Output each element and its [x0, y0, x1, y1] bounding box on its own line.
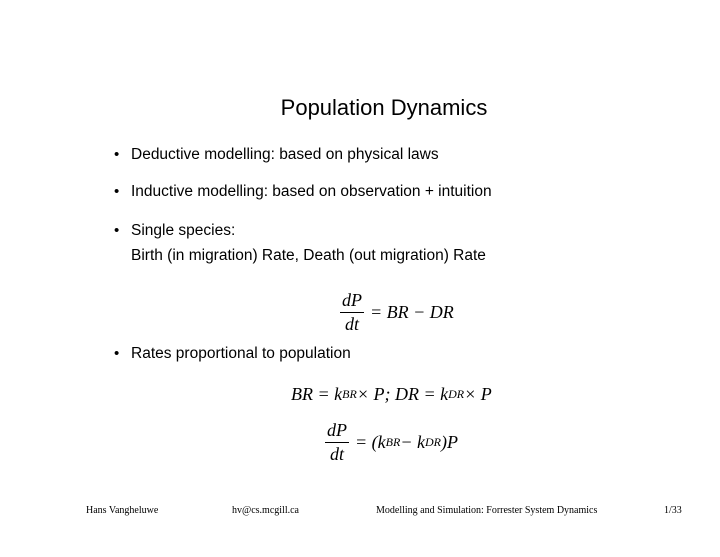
footer-page-number: 1/33 [664, 505, 682, 516]
bullet-text: Deductive modelling: based on physical laws [131, 146, 439, 163]
fraction-denominator: dt [329, 444, 344, 464]
eq-part: × P [464, 384, 492, 404]
bullet-item-inductive [114, 183, 492, 201]
footer-course: Modelling and Simulation: Forrester System Dynamics [376, 505, 598, 516]
footer-email: hv@cs.mcgill.ca [232, 505, 299, 516]
subscript: BR [342, 387, 357, 401]
bullet-text: Rates proportional to population [131, 345, 351, 362]
equation-dp-dt-br-dr [340, 290, 454, 334]
eq-part: )P [440, 431, 458, 452]
fraction [340, 290, 364, 334]
bullet-text: Single species: [131, 222, 236, 239]
slide-title: Population Dynamics [280, 95, 488, 120]
footer-author: Hans Vangheluwe [86, 505, 159, 516]
subscript: DR [448, 387, 465, 401]
fraction-denominator: dt [344, 314, 359, 334]
equation-rates [291, 384, 492, 405]
bullet-icon: • [114, 345, 120, 362]
subscript: BR [385, 434, 401, 449]
equation-rhs: = BR − DR [370, 301, 454, 322]
fraction [325, 420, 349, 464]
bullet-subline: Birth (in migration) Rate, Death (out migration) Rate [131, 247, 486, 264]
bullet-icon: • [114, 183, 120, 200]
eq-part: = (k [355, 431, 386, 452]
bullet-text: Inductive modelling: based on observation + intuition [131, 183, 492, 200]
fraction-numerator: dP [340, 290, 364, 313]
equation-dp-dt-net [325, 420, 458, 464]
subscript: DR [424, 434, 441, 449]
fraction-numerator: dP [325, 420, 349, 443]
bullet-item-single-species [114, 222, 235, 240]
eq-part: − k [400, 431, 425, 452]
eq-part: BR = k [291, 384, 343, 404]
bullet-item-rates [114, 345, 351, 363]
eq-part: × P; DR = k [356, 384, 449, 404]
bullet-item-deductive [114, 146, 439, 164]
bullet-icon: • [114, 222, 120, 239]
bullet-icon: • [114, 146, 120, 163]
